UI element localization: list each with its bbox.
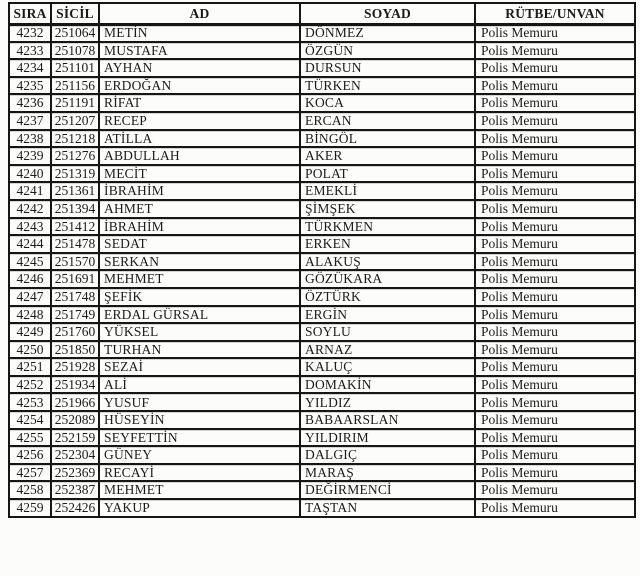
cell-sira: 4253	[9, 393, 51, 411]
cell-sicil: 251760	[51, 323, 99, 341]
cell-ad: TURHAN	[99, 341, 300, 359]
cell-rutbe-unvan: Polis Memuru	[475, 411, 635, 429]
cell-sicil: 251078	[51, 42, 99, 60]
cell-ad: YAKUP	[99, 499, 300, 517]
cell-sira: 4249	[9, 323, 51, 341]
cell-sicil: 252089	[51, 411, 99, 429]
cell-soyad: BABAARSLAN	[300, 411, 475, 429]
cell-rutbe-unvan: Polis Memuru	[475, 393, 635, 411]
cell-ad: MEHMET	[99, 270, 300, 288]
cell-soyad: KOCA	[300, 94, 475, 112]
cell-soyad: ERKEN	[300, 235, 475, 253]
cell-rutbe-unvan: Polis Memuru	[475, 288, 635, 306]
cell-rutbe-unvan: Polis Memuru	[475, 499, 635, 517]
cell-soyad: SOYLU	[300, 323, 475, 341]
cell-rutbe-unvan: Polis Memuru	[475, 182, 635, 200]
cell-ad: YÜKSEL	[99, 323, 300, 341]
cell-ad: RECEP	[99, 112, 300, 130]
cell-sicil: 251478	[51, 235, 99, 253]
table-row	[9, 218, 635, 236]
cell-sira: 4242	[9, 200, 51, 218]
cell-ad: İBRAHİM	[99, 218, 300, 236]
table-row	[9, 411, 635, 429]
cell-soyad: TÜRKEN	[300, 77, 475, 95]
cell-ad: MEHMET	[99, 481, 300, 499]
table-row	[9, 446, 635, 464]
cell-soyad: BİNGÖL	[300, 130, 475, 148]
table-row	[9, 147, 635, 165]
table-header-row	[9, 3, 635, 24]
cell-sicil: 251361	[51, 182, 99, 200]
cell-soyad: ERCAN	[300, 112, 475, 130]
cell-sicil: 251156	[51, 77, 99, 95]
cell-sira: 4250	[9, 341, 51, 359]
cell-rutbe-unvan: Polis Memuru	[475, 253, 635, 271]
cell-soyad: YILDIRIM	[300, 429, 475, 447]
cell-sicil: 252369	[51, 464, 99, 482]
cell-sira: 4243	[9, 218, 51, 236]
cell-sicil: 252159	[51, 429, 99, 447]
cell-sicil: 252304	[51, 446, 99, 464]
table-row	[9, 464, 635, 482]
cell-ad: ALİ	[99, 376, 300, 394]
cell-ad: ERDOĞAN	[99, 77, 300, 95]
cell-soyad: YILDIZ	[300, 393, 475, 411]
cell-rutbe-unvan: Polis Memuru	[475, 270, 635, 288]
cell-rutbe-unvan: Polis Memuru	[475, 306, 635, 324]
table-row	[9, 94, 635, 112]
cell-rutbe-unvan: Polis Memuru	[475, 446, 635, 464]
cell-soyad: GÖZÜKARA	[300, 270, 475, 288]
personnel-table	[8, 2, 636, 518]
cell-ad: SEZAİ	[99, 358, 300, 376]
cell-ad: MUSTAFA	[99, 42, 300, 60]
cell-soyad: TAŞTAN	[300, 499, 475, 517]
cell-soyad: KALUÇ	[300, 358, 475, 376]
cell-soyad: DALGIÇ	[300, 446, 475, 464]
cell-sira: 4239	[9, 147, 51, 165]
cell-ad: METİN	[99, 24, 300, 42]
cell-ad: ABDULLAH	[99, 147, 300, 165]
cell-rutbe-unvan: Polis Memuru	[475, 323, 635, 341]
cell-soyad: DOMAKİN	[300, 376, 475, 394]
cell-rutbe-unvan: Polis Memuru	[475, 130, 635, 148]
cell-rutbe-unvan: Polis Memuru	[475, 481, 635, 499]
cell-rutbe-unvan: Polis Memuru	[475, 147, 635, 165]
cell-soyad: POLAT	[300, 165, 475, 183]
cell-sira: 4237	[9, 112, 51, 130]
cell-soyad: DURSUN	[300, 59, 475, 77]
cell-sicil: 251101	[51, 59, 99, 77]
cell-rutbe-unvan: Polis Memuru	[475, 218, 635, 236]
cell-sira: 4240	[9, 165, 51, 183]
cell-ad: ERDAL GÜRSAL	[99, 306, 300, 324]
cell-sicil: 251207	[51, 112, 99, 130]
cell-sira: 4241	[9, 182, 51, 200]
cell-sira: 4252	[9, 376, 51, 394]
cell-sira: 4236	[9, 94, 51, 112]
cell-soyad: AKER	[300, 147, 475, 165]
table-row	[9, 376, 635, 394]
cell-sicil: 251218	[51, 130, 99, 148]
table-row	[9, 77, 635, 95]
cell-ad: GÜNEY	[99, 446, 300, 464]
cell-ad: AHMET	[99, 200, 300, 218]
cell-sicil: 252387	[51, 481, 99, 499]
cell-ad: RİFAT	[99, 94, 300, 112]
cell-sicil: 251850	[51, 341, 99, 359]
cell-sira: 4247	[9, 288, 51, 306]
cell-soyad: ŞİMŞEK	[300, 200, 475, 218]
table-row	[9, 270, 635, 288]
table-row	[9, 59, 635, 77]
cell-soyad: DÖNMEZ	[300, 24, 475, 42]
cell-ad: İBRAHİM	[99, 182, 300, 200]
cell-soyad: DEĞİRMENCİ	[300, 481, 475, 499]
table-body	[9, 24, 635, 517]
cell-rutbe-unvan: Polis Memuru	[475, 358, 635, 376]
cell-rutbe-unvan: Polis Memuru	[475, 464, 635, 482]
table-row	[9, 393, 635, 411]
table-row	[9, 165, 635, 183]
cell-sira: 4234	[9, 59, 51, 77]
table-row	[9, 112, 635, 130]
cell-sicil: 252426	[51, 499, 99, 517]
cell-sicil: 251394	[51, 200, 99, 218]
cell-rutbe-unvan: Polis Memuru	[475, 376, 635, 394]
cell-sira: 4245	[9, 253, 51, 271]
cell-ad: SEYFETTİN	[99, 429, 300, 447]
table-row	[9, 481, 635, 499]
cell-soyad: MARAŞ	[300, 464, 475, 482]
column-header-soyad: SOYAD	[300, 3, 475, 24]
cell-soyad: ERGİN	[300, 306, 475, 324]
cell-sicil: 251064	[51, 24, 99, 42]
table-row	[9, 499, 635, 517]
cell-sira: 4259	[9, 499, 51, 517]
cell-soyad: ÖZTÜRK	[300, 288, 475, 306]
cell-rutbe-unvan: Polis Memuru	[475, 77, 635, 95]
cell-sira: 4238	[9, 130, 51, 148]
cell-soyad: ARNAZ	[300, 341, 475, 359]
cell-ad: SEDAT	[99, 235, 300, 253]
cell-sira: 4235	[9, 77, 51, 95]
cell-sicil: 251412	[51, 218, 99, 236]
cell-rutbe-unvan: Polis Memuru	[475, 24, 635, 42]
cell-rutbe-unvan: Polis Memuru	[475, 429, 635, 447]
cell-sicil: 251570	[51, 253, 99, 271]
cell-ad: ATİLLA	[99, 130, 300, 148]
cell-sicil: 251319	[51, 165, 99, 183]
cell-sira: 4251	[9, 358, 51, 376]
cell-ad: HÜSEYİN	[99, 411, 300, 429]
table-row	[9, 358, 635, 376]
column-header-sicil: SİCİL	[51, 3, 99, 24]
cell-sira: 4233	[9, 42, 51, 60]
cell-ad: YUSUF	[99, 393, 300, 411]
cell-sira: 4255	[9, 429, 51, 447]
cell-sicil: 251691	[51, 270, 99, 288]
table-row	[9, 200, 635, 218]
cell-sicil: 251748	[51, 288, 99, 306]
table-row	[9, 253, 635, 271]
cell-rutbe-unvan: Polis Memuru	[475, 94, 635, 112]
column-header-ad: AD	[99, 3, 300, 24]
cell-sicil: 251928	[51, 358, 99, 376]
cell-sicil: 251749	[51, 306, 99, 324]
cell-soyad: EMEKLİ	[300, 182, 475, 200]
cell-sira: 4256	[9, 446, 51, 464]
table-row	[9, 429, 635, 447]
cell-sira: 4248	[9, 306, 51, 324]
cell-sira: 4254	[9, 411, 51, 429]
cell-ad: ŞEFİK	[99, 288, 300, 306]
table-row	[9, 323, 635, 341]
table-row	[9, 182, 635, 200]
cell-ad: RECAYİ	[99, 464, 300, 482]
cell-sira: 4246	[9, 270, 51, 288]
cell-rutbe-unvan: Polis Memuru	[475, 112, 635, 130]
table-row	[9, 130, 635, 148]
cell-sira: 4232	[9, 24, 51, 42]
cell-rutbe-unvan: Polis Memuru	[475, 59, 635, 77]
cell-sira: 4257	[9, 464, 51, 482]
cell-ad: SERKAN	[99, 253, 300, 271]
cell-sicil: 251191	[51, 94, 99, 112]
cell-rutbe-unvan: Polis Memuru	[475, 165, 635, 183]
cell-ad: AYHAN	[99, 59, 300, 77]
table-row	[9, 24, 635, 42]
cell-rutbe-unvan: Polis Memuru	[475, 235, 635, 253]
table-row	[9, 235, 635, 253]
cell-sira: 4244	[9, 235, 51, 253]
table-row	[9, 288, 635, 306]
cell-soyad: ÖZGÜN	[300, 42, 475, 60]
table-row	[9, 306, 635, 324]
cell-sicil: 251276	[51, 147, 99, 165]
cell-sira: 4258	[9, 481, 51, 499]
cell-sicil: 251934	[51, 376, 99, 394]
table-row	[9, 42, 635, 60]
table-row	[9, 341, 635, 359]
cell-soyad: ALAKUŞ	[300, 253, 475, 271]
cell-rutbe-unvan: Polis Memuru	[475, 341, 635, 359]
column-header-rutbe-unvan: RÜTBE/UNVAN	[475, 3, 635, 24]
cell-rutbe-unvan: Polis Memuru	[475, 42, 635, 60]
column-header-sira: SIRA	[9, 3, 51, 24]
cell-sicil: 251966	[51, 393, 99, 411]
cell-soyad: TÜRKMEN	[300, 218, 475, 236]
cell-ad: MECİT	[99, 165, 300, 183]
cell-rutbe-unvan: Polis Memuru	[475, 200, 635, 218]
